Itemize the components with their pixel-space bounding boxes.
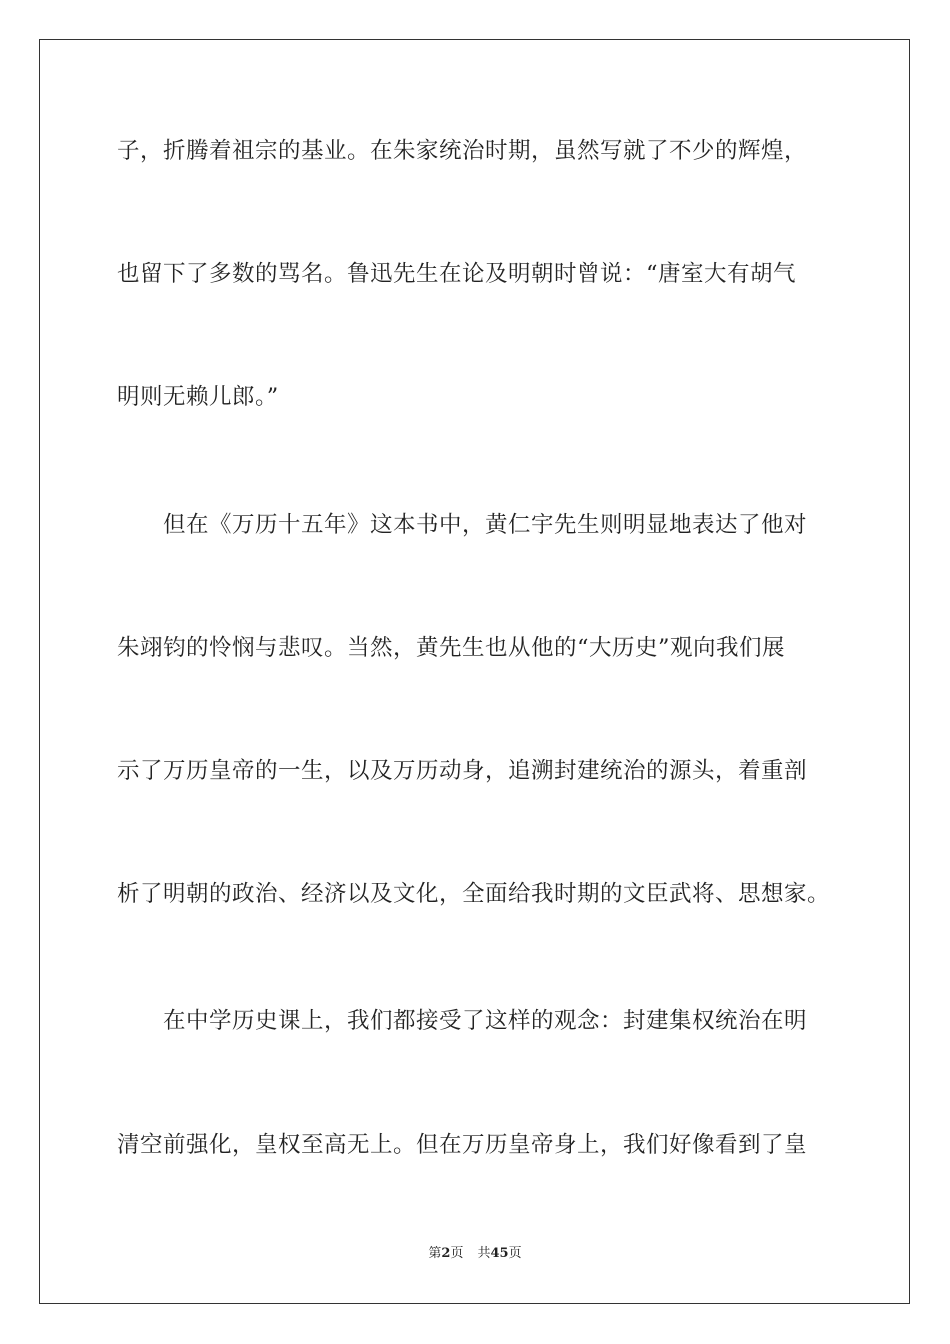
text-line: 明则无赖儿郎。” [117, 384, 279, 410]
page-footer [0, 1245, 950, 1263]
text-line: 示了万历皇帝的一生，以及万历动身，追溯封建统治的源头，着重剖 [117, 758, 808, 784]
total-suffix: 页 [508, 1246, 522, 1261]
text-line: 子，折腾着祖宗的基业。在朱家统治时期，虽然写就了不少的辉煌， [117, 138, 808, 164]
text-line: 析了明朝的政治、经济以及文化，全面给我时期的文臣武将、思想家。 [117, 881, 831, 907]
text-line: 在中学历史课上，我们都接受了这样的观念：封建集权统治在明 [117, 1008, 808, 1034]
total-pages: 45 [490, 1246, 509, 1261]
page-number: 2 [441, 1246, 451, 1261]
page-suffix: 页 [450, 1246, 464, 1261]
page-prefix: 第 [428, 1246, 442, 1261]
text-line: 清空前强化，皇权至高无上。但在万历皇帝身上，我们好像看到了皇 [117, 1132, 808, 1158]
page-border [39, 39, 910, 1304]
text-line: 但在《万历十五年》这本书中，黄仁宇先生则明显地表达了他对 [117, 512, 808, 538]
text-line: 也留下了多数的骂名。鲁迅先生在论及明朝时曾说：“唐室大有胡气 [117, 261, 797, 287]
text-line: 朱翊钧的怜悯与悲叹。当然，黄先生也从他的“大历史”观向我们展 [117, 635, 786, 661]
total-prefix: 共 [477, 1246, 491, 1261]
